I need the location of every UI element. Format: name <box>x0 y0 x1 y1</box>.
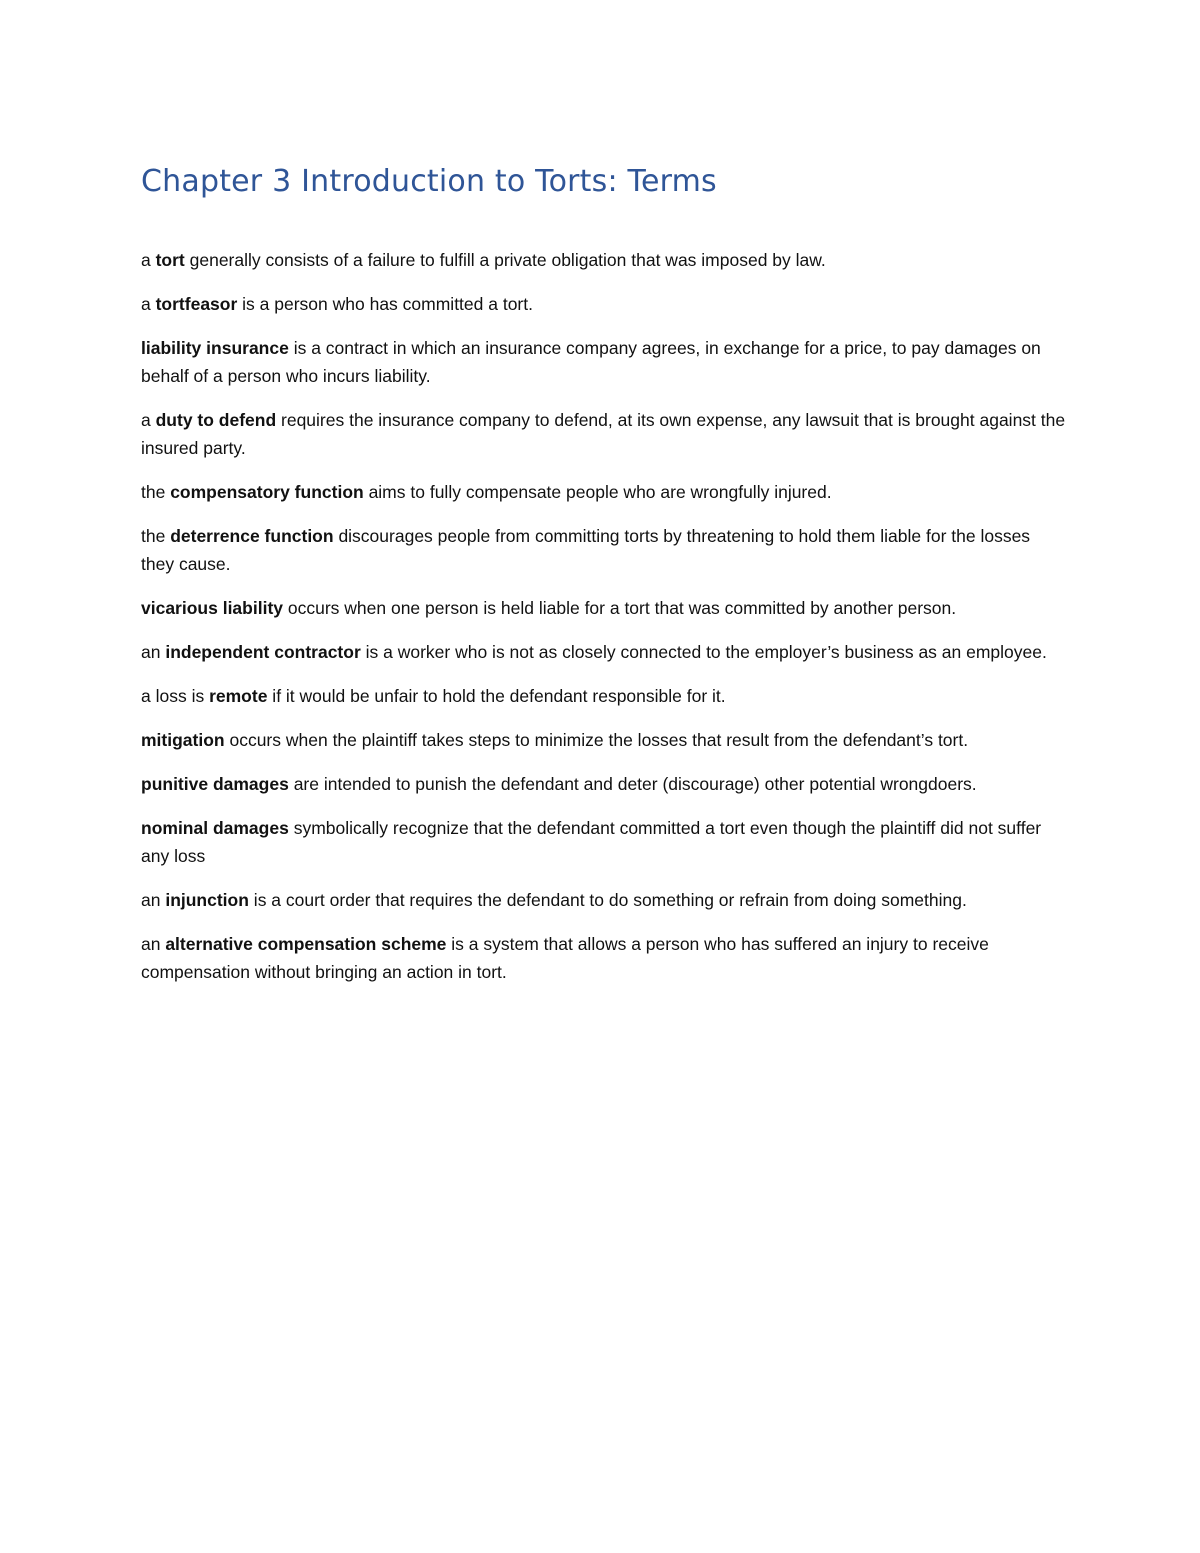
definition-lead-text: an <box>141 890 166 910</box>
defined-term: tort <box>155 250 185 270</box>
defined-term: deterrence function <box>170 526 334 546</box>
definition-text: symbolically recognize that the defendant committed a tort even though the plaintiff did not suffer any loss <box>141 818 1042 866</box>
definition-text: generally consists of a failure to fulfill a private obligation that was imposed by law. <box>184 250 826 270</box>
term-definition-paragraph <box>141 334 1066 390</box>
definition-text: requires the insurance company to defend, at its own expense, any lawsuit that is brought against the insured party. <box>141 410 1066 458</box>
term-definition-paragraph <box>141 770 1066 798</box>
term-definition-paragraph <box>141 478 1066 506</box>
page-title: Chapter 3 Introduction to Torts: Terms <box>141 164 717 199</box>
defined-term: punitive damages <box>141 774 289 794</box>
definition-lead-text: a <box>141 294 156 314</box>
defined-term: tortfeasor <box>155 294 238 314</box>
definition-lead-text: a <box>141 250 156 270</box>
term-definition-paragraph <box>141 246 1066 274</box>
definition-text: is a system that allows a person who has suffered an injury to receive compensation without bringing an action in tort. <box>141 934 989 982</box>
defined-term: liability insurance <box>141 338 289 358</box>
term-definition-paragraph <box>141 638 1066 666</box>
term-definition-paragraph <box>141 886 1066 914</box>
term-definition-paragraph <box>141 726 1066 754</box>
definition-lead-text: a loss is <box>141 686 210 706</box>
definition-lead-text: the <box>141 526 171 546</box>
definition-text: are intended to punish the defendant and deter (discourage) other potential wrongdoers. <box>288 774 977 794</box>
definition-text: aims to fully compensate people who are wrongfully injured. <box>363 482 832 502</box>
term-definition-paragraph <box>141 406 1066 462</box>
definition-text: occurs when the plaintiff takes steps to minimize the losses that result from the defendant’s tort. <box>224 730 969 750</box>
definition-lead-text: an <box>141 934 166 954</box>
defined-term: compensatory function <box>170 482 364 502</box>
defined-term: remote <box>209 686 268 706</box>
document-content <box>141 162 1066 1002</box>
definition-text: is a worker who is not as closely connected to the employer’s business as an employee. <box>360 642 1047 662</box>
term-definition-paragraph <box>141 814 1066 870</box>
definition-text: is a court order that requires the defendant to do something or refrain from doing something. <box>248 890 967 910</box>
defined-term: mitigation <box>141 730 225 750</box>
definition-text: is a person who has committed a tort. <box>237 294 533 314</box>
definition-lead-text: an <box>141 642 166 662</box>
defined-term: nominal damages <box>141 818 289 838</box>
term-definition-paragraph <box>141 522 1066 578</box>
defined-term: duty to defend <box>155 410 277 430</box>
definition-text: occurs when one person is held liable for a tort that was committed by another person. <box>283 598 957 618</box>
definition-text: is a contract in which an insurance company agrees, in exchange for a price, to pay damages on behalf of a person who incurs liability. <box>141 338 1041 386</box>
defined-term: injunction <box>165 890 249 910</box>
defined-term: independent contractor <box>165 642 361 662</box>
definition-lead-text: a <box>141 410 156 430</box>
definition-lead-text: the <box>141 482 171 502</box>
term-definition-paragraph <box>141 930 1066 986</box>
definition-text: discourages people from committing torts by threatening to hold them liable for the losses they cause. <box>141 526 1031 574</box>
term-definition-list <box>141 246 1066 986</box>
defined-term: alternative compensation scheme <box>165 934 447 954</box>
term-definition-paragraph <box>141 594 1066 622</box>
definition-text: if it would be unfair to hold the defendant responsible for it. <box>267 686 726 706</box>
term-definition-paragraph <box>141 682 1066 710</box>
defined-term: vicarious liability <box>141 598 283 618</box>
term-definition-paragraph <box>141 290 1066 318</box>
